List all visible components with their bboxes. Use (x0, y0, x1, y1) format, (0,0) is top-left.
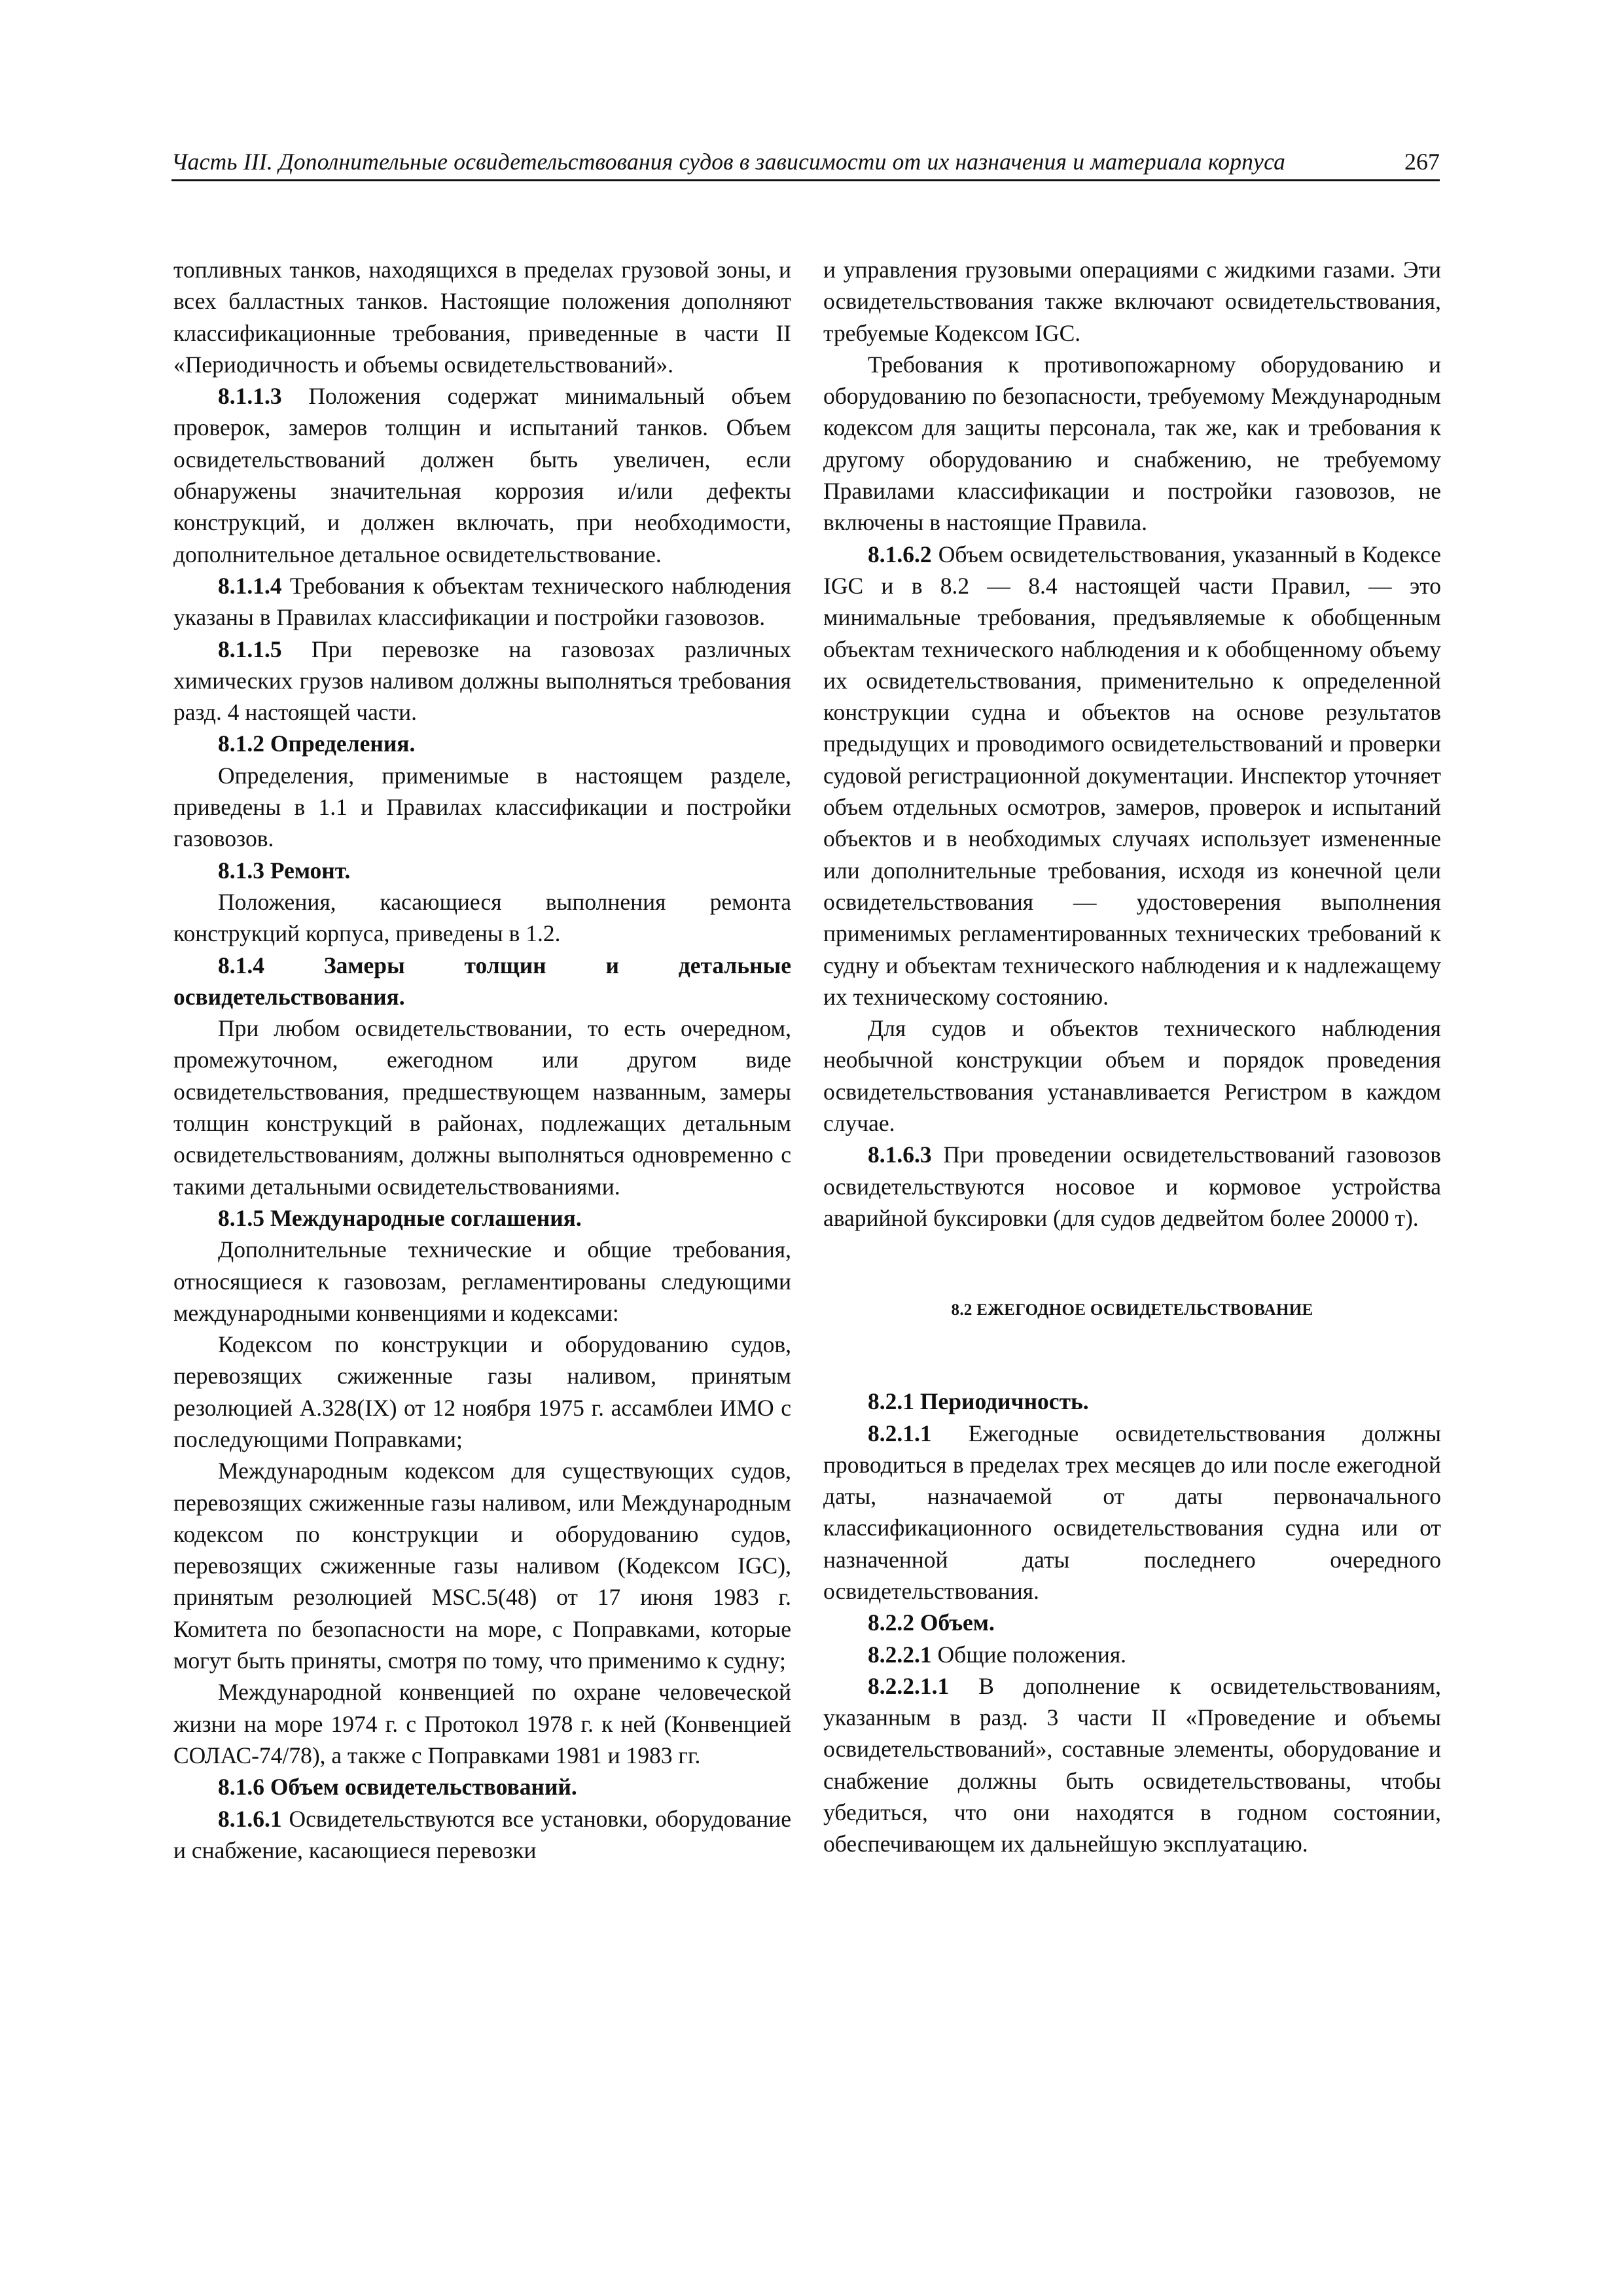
clause-8-1-6-3: 8.1.6.3 При проведении освидетельствований газовозов освидетельствуются носовое и кормовое устройства аварийной буксировки (для судов дедвейтом более 20000 т). (823, 1141, 1441, 1231)
clause-number: 8.1.6.2 (868, 541, 932, 567)
subsection-heading: 8.1.6 Объем освидетельствований. (218, 1774, 577, 1801)
paragraph: Для судов и объектов технического наблюдения необычной конструкции объем и порядок проведения освидетельствования устанавливается Регистром в каждом случае. (823, 1015, 1441, 1137)
clause-8-1-6-1: 8.1.6.1 Освидетельствуются все установки, оборудование и снабжение, касающиеся перевозки (173, 1805, 791, 1863)
clause-8-1-1-3: 8.1.1.3 Положения содержат минимальный объем проверок, замеров толщин и испытаний танков. Объем освидетельствований должен быть увеличен, если обнаружены значительная коррозия и/или дефекты конструкций, и должен включать, при необходимости, дополнительное детальное освидетельствование. (173, 383, 791, 567)
page-number: 267 (1404, 149, 1440, 175)
clause-number: 8.2.2.1.1 (868, 1672, 950, 1699)
clause-8-1-1-4: 8.1.1.4 Требования к объектам технического наблюдения указаны в Правилах классификации и постройки газовозов. (173, 572, 791, 631)
left-column (173, 254, 791, 1866)
subsection-heading: 8.1.2 Определения. (218, 730, 416, 757)
clause-8-1-1-5: 8.1.1.5 При перевозке на газовозах различных химических грузов наливом должны выполняться требования разд. 4 настоящей части. (173, 636, 791, 726)
subsection-heading: 8.2.2 Объем. (868, 1609, 995, 1636)
running-head-title: Часть III. Дополнительные освидетельствования судов в зависимости от их назначения и материала корпуса (171, 149, 1286, 175)
subsection-heading: 8.1.5 Международные соглашения. (218, 1204, 582, 1231)
clause-number: 8.2.1.1 (868, 1420, 932, 1446)
clause-8-2-1-1: 8.2.1.1 Ежегодные освидетельствования должны проводиться в пределах трех месяцев до или после ежегодной даты, назначаемой от даты первоначального классификационного освидетельствования судна или от назначенной даты последнего очередного освидетельствования. (823, 1420, 1441, 1604)
paragraph: Требования к противопожарному оборудованию и оборудованию по безопасности, требуемому Международным кодексом для защиты персонала, так же, как и требования к другому оборудованию и снабжению, не требуемому Правилами классификации и постройки газовозов, не включены в настоящие Правила. (823, 351, 1441, 536)
spacer (823, 1320, 1441, 1386)
paragraph: Международным кодексом для существующих судов, перевозящих сжиженные газы наливом, или Международным кодексом по конструкции и оборудованию судов, перевозящих сжиженные газы наливом (Кодексом IGC), принятым резолюцией MSC.5(48) от 17 июня 1983 г. Комитета по безопасности на море, с Поправками, которые могут быть приняты, смотря по тому, что применимо к судну; (173, 1458, 791, 1674)
paragraph: При любом освидетельствовании, то есть очередном, промежуточном, ежегодном или другом виде освидетельствования, предшествующем названным, замеры толщин конструкций в районах, подлежащих детальным освидетельствованиям, должны выполняться одновременно с такими детальными освидетельствованиями. (173, 1015, 791, 1200)
clause-number: 8.1.6.3 (868, 1141, 932, 1168)
paragraph: Дополнительные технические и общие требования, относящиеся к газовозам, регламентированы следующими международными конвенциями и кодексами: (173, 1236, 791, 1326)
paragraph: Кодексом по конструкции и оборудованию судов, перевозящих сжиженные газы наливом, принятым резолюцией А.328(IX) от 12 ноября 1975 г. ассамблеи ИМО с последующими Поправками; (173, 1331, 791, 1452)
clause-8-2-2-1-1: 8.2.2.1.1 В дополнение к освидетельствованиям, указанным в разд. 3 части II «Проведение и объемы освидетельствований», составные элементы, оборудование и снабжение должны быть освидетельствованы, чтобы убедиться, что они находятся в годном состоянии, обеспечивающем их дальнейшую эксплуатацию. (823, 1672, 1441, 1857)
section-heading: 8.2 ЕЖЕГОДНОЕ ОСВИДЕТЕЛЬСТВОВАНИЕ (951, 1301, 1313, 1319)
subsection-heading: 8.1.3 Ремонт. (218, 857, 351, 884)
clause-number: 8.1.1.5 (218, 636, 282, 662)
clause-number: 8.2.2.1 (868, 1641, 932, 1668)
clause-number: 8.1.1.4 (218, 572, 282, 599)
spacer (823, 1234, 1441, 1300)
paragraph: Международной конвенцией по охране человеческой жизни на море 1974 г. с Протокол 1978 г. к ней (Конвенцией СОЛАС-74/78), а также с Поправками 1981 и 1983 гг. (173, 1679, 791, 1768)
clause-8-2-2-1: 8.2.2.1 Общие положения. (868, 1641, 1127, 1668)
paragraph: Положения, касающиеся выполнения ремонта конструкций корпуса, приведены в 1.2. (173, 888, 791, 947)
subsection-heading: 8.2.1 Периодичность. (868, 1388, 1089, 1415)
clause-number: 8.1.6.1 (218, 1805, 282, 1832)
paragraph: Определения, применимые в настоящем разделе, приведены в 1.1 и Правилах классификации и постройки газовозов. (173, 762, 791, 852)
clause-number: 8.1.1.3 (218, 383, 282, 410)
paragraph: топливных танков, находящихся в пределах грузовой зоны, и всех балластных танков. Настоящие положения дополняют классификационные требования, приведенные в части II «Периодичность и объемы освидетельствований». (173, 257, 791, 378)
clause-8-1-6-2: 8.1.6.2 Объем освидетельствования, указанный в Кодексе IGC и в 8.2 — 8.4 настоящей части Правил, — это минимальные требования, предъявляемые к обобщенным объектам технического наблюдения и к обобщенному объему их освидетельствования, применительно к определенной конструкции судна и объектов на основе результатов предыдущих и проводимого освидетельствований и проверки судовой регистрационной документации. Инспектор уточняет объем отдельных осмотров, замеров, проверок и испытаний объектов и в необходимых случаях использует измененные или дополнительные требования, исходя из конечной цели освидетельствования — удостоверения выполнения применимых регламентированных технических требований к судну и объектам технического наблюдения и к надлежащему их техническому состоянию. (823, 541, 1441, 1010)
running-head (171, 145, 1440, 181)
right-column (823, 254, 1441, 1860)
paragraph: и управления грузовыми операциями с жидкими газами. Эти освидетельствования также включают освидетельствования, требуемые Кодексом IGC. (823, 257, 1441, 346)
subsection-heading: 8.1.4 Замеры толщин и детальные освидетельствования. (173, 952, 791, 1010)
